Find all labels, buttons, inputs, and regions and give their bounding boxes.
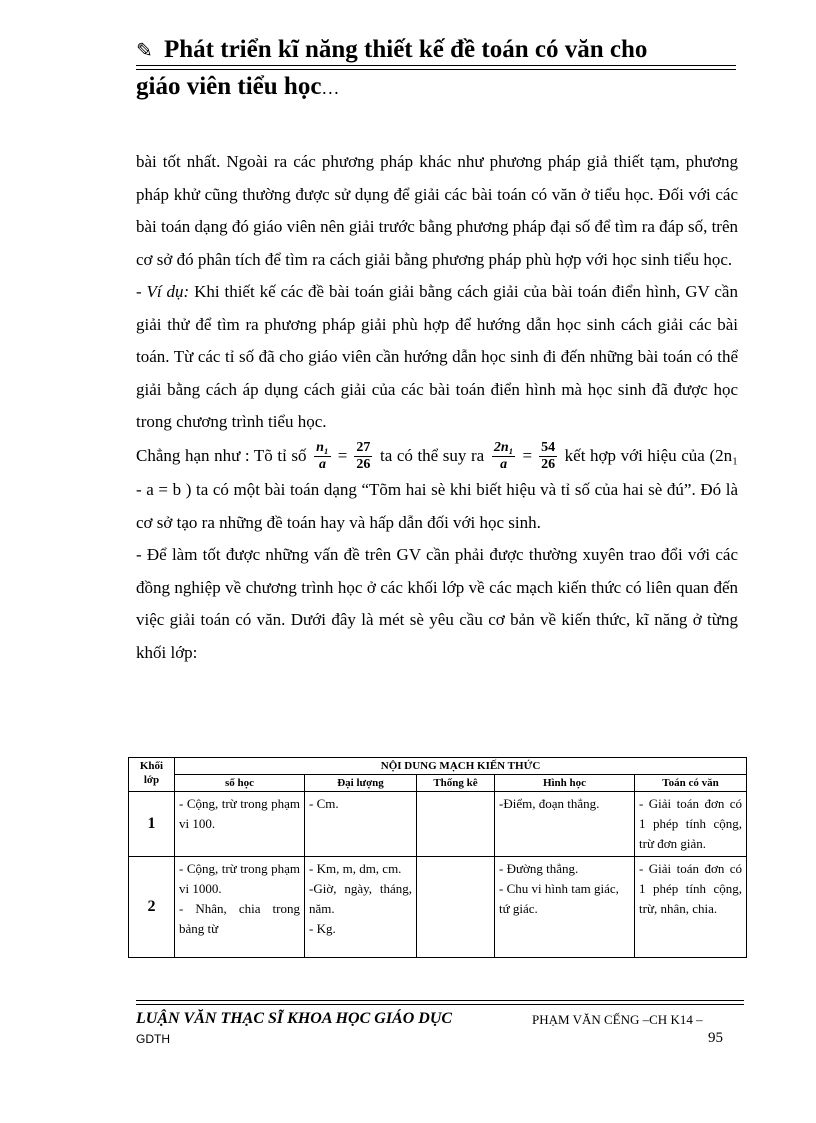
footer-thesis-title: LUẬN VĂN THẠC SĨ KHOA HỌC GIÁO DỤC [136, 1010, 453, 1027]
cell-thong-ke [417, 857, 495, 958]
header-grade: Khối lớp [129, 758, 175, 792]
header-rule [136, 65, 736, 70]
col-hinh-hoc: Hình học [495, 775, 635, 792]
grade-cell: 2 [129, 857, 175, 958]
header-content: NỘI DUNG MẠCH KIẾN THỨC [175, 758, 747, 775]
paragraph-2: - Ví dụ: Khi thiết kế các đề bài toán giải bằng cách giải của bài toán điển hình, GV cần giải thử để tìm ra phương pháp giải phù hợp để hướng dẫn học sinh cách giải các bài toán. Từ các tỉ số đã cho giáo viên cần hướng dẫn học sinh đi đến những bài toán có thể giải bằng cách áp dụng cách giải của các bài toán điển hình mà học sinh đã được học trong chương trình tiểu học. [136, 282, 738, 431]
page-header [136, 34, 736, 104]
fraction-54-over-26: $\frac{54}{26}$ [541, 440, 556, 473]
cell-so-hoc: - Cộng, trừ trong phạm vi 100. [175, 792, 305, 857]
cell-so-hoc: - Cộng, trừ trong phạm vi 1000. - Nhân, chia trong bảng từ [175, 857, 305, 958]
footer-rule [136, 1000, 744, 1005]
example-label: Ví dụ: [146, 282, 190, 301]
col-dai-luong: Đại lượng [305, 775, 417, 792]
header-title-line2: giáo viên tiểu học… [136, 73, 340, 100]
pencil-icon: ✎ [136, 40, 153, 62]
paragraph-4: - Để làm tốt được những vấn đề trên GV cần phải được thường xuyên trao đổi với các đồng nghiệp về chương trình học ở các khối lớp về các mạch kiến thức có liên quan đến việc giải toán có văn. Dưới đây là mét sè yêu cầu cơ bản về kiến thức, kĩ năng ở từng khối lớp: [136, 545, 738, 662]
cell-toan-co-van: - Giải toán đơn có 1 phép tính cộng, trừ, nhân, chia. [635, 857, 747, 958]
header-title-line1: ✎ Phát triển kĩ năng thiết kế đề toán có văn cho [136, 34, 736, 67]
col-so-hoc: số học [175, 775, 305, 792]
page-number: 95 [708, 1030, 723, 1046]
fraction-n1-over-a: $\frac{\text{n₁}}{a}$ [316, 440, 329, 473]
cell-dai-luong: - Km, m, dm, cm. -Giờ, ngày, tháng, năm. - Kg. [305, 857, 417, 958]
body-text [136, 146, 738, 669]
grade-cell: 1 [129, 792, 175, 857]
footer-author: PHẠM VĂN CẾNG –CH K14 – [532, 1012, 703, 1027]
cell-toan-co-van: - Giải toán đơn có 1 phép tính cộng, trừ đơn giản. [635, 792, 747, 857]
fraction-2n1-over-a: $\frac{\text{2n₁}}{a}$ [493, 440, 514, 473]
paragraph-3: Chẳng hạn như : Tõ tỉ số $\frac{\text{n₁}}{a}$ = $\frac{27}{26}$ ta có thể suy ra $\frac{\text{2n₁}}{a}$ = $\frac{54}{26}$ kết hợp với hiệu của (2n₁ - a = b ) ta có một bài toán dạng “Tõm hai sè khi biết hiệu và tỉ số của hai sè đú”. Đó là cơ sở tạo ra những đề toán hay và hấp dẫn đối với học sinh. [136, 440, 739, 533]
table-row [129, 792, 747, 857]
cell-hinh-hoc: -Điểm, đoạn thẳng. [495, 792, 635, 857]
fraction-27-over-26: $\frac{27}{26}$ [356, 440, 371, 473]
page-footer [136, 1000, 744, 1046]
cell-hinh-hoc: - Đường thẳng. - Chu vi hình tam giác, tứ giác. [495, 857, 635, 958]
cell-dai-luong: - Cm. [305, 792, 417, 857]
col-thong-ke: Thống kê [417, 775, 495, 792]
cell-thong-ke [417, 792, 495, 857]
col-toan-co-van: Toán có văn [635, 775, 747, 792]
knowledge-table [128, 757, 747, 958]
table-row [129, 857, 747, 958]
footer-dept: GDTH [136, 1032, 170, 1046]
paragraph-1: bài tốt nhất. Ngoài ra các phương pháp khác như phương pháp giả thiết tạm, phương pháp khử cũng thường được sử dụng để giải các bài toán có văn ở tiểu học. Đối với các bài toán dạng đó giáo viên nên giải trước bằng phương pháp đại số để tìm ra đáp số, trên cơ sở đó phân tích để tìm ra cách giải bằng phương pháp phù hợp với học sinh tiểu học. [136, 152, 738, 269]
